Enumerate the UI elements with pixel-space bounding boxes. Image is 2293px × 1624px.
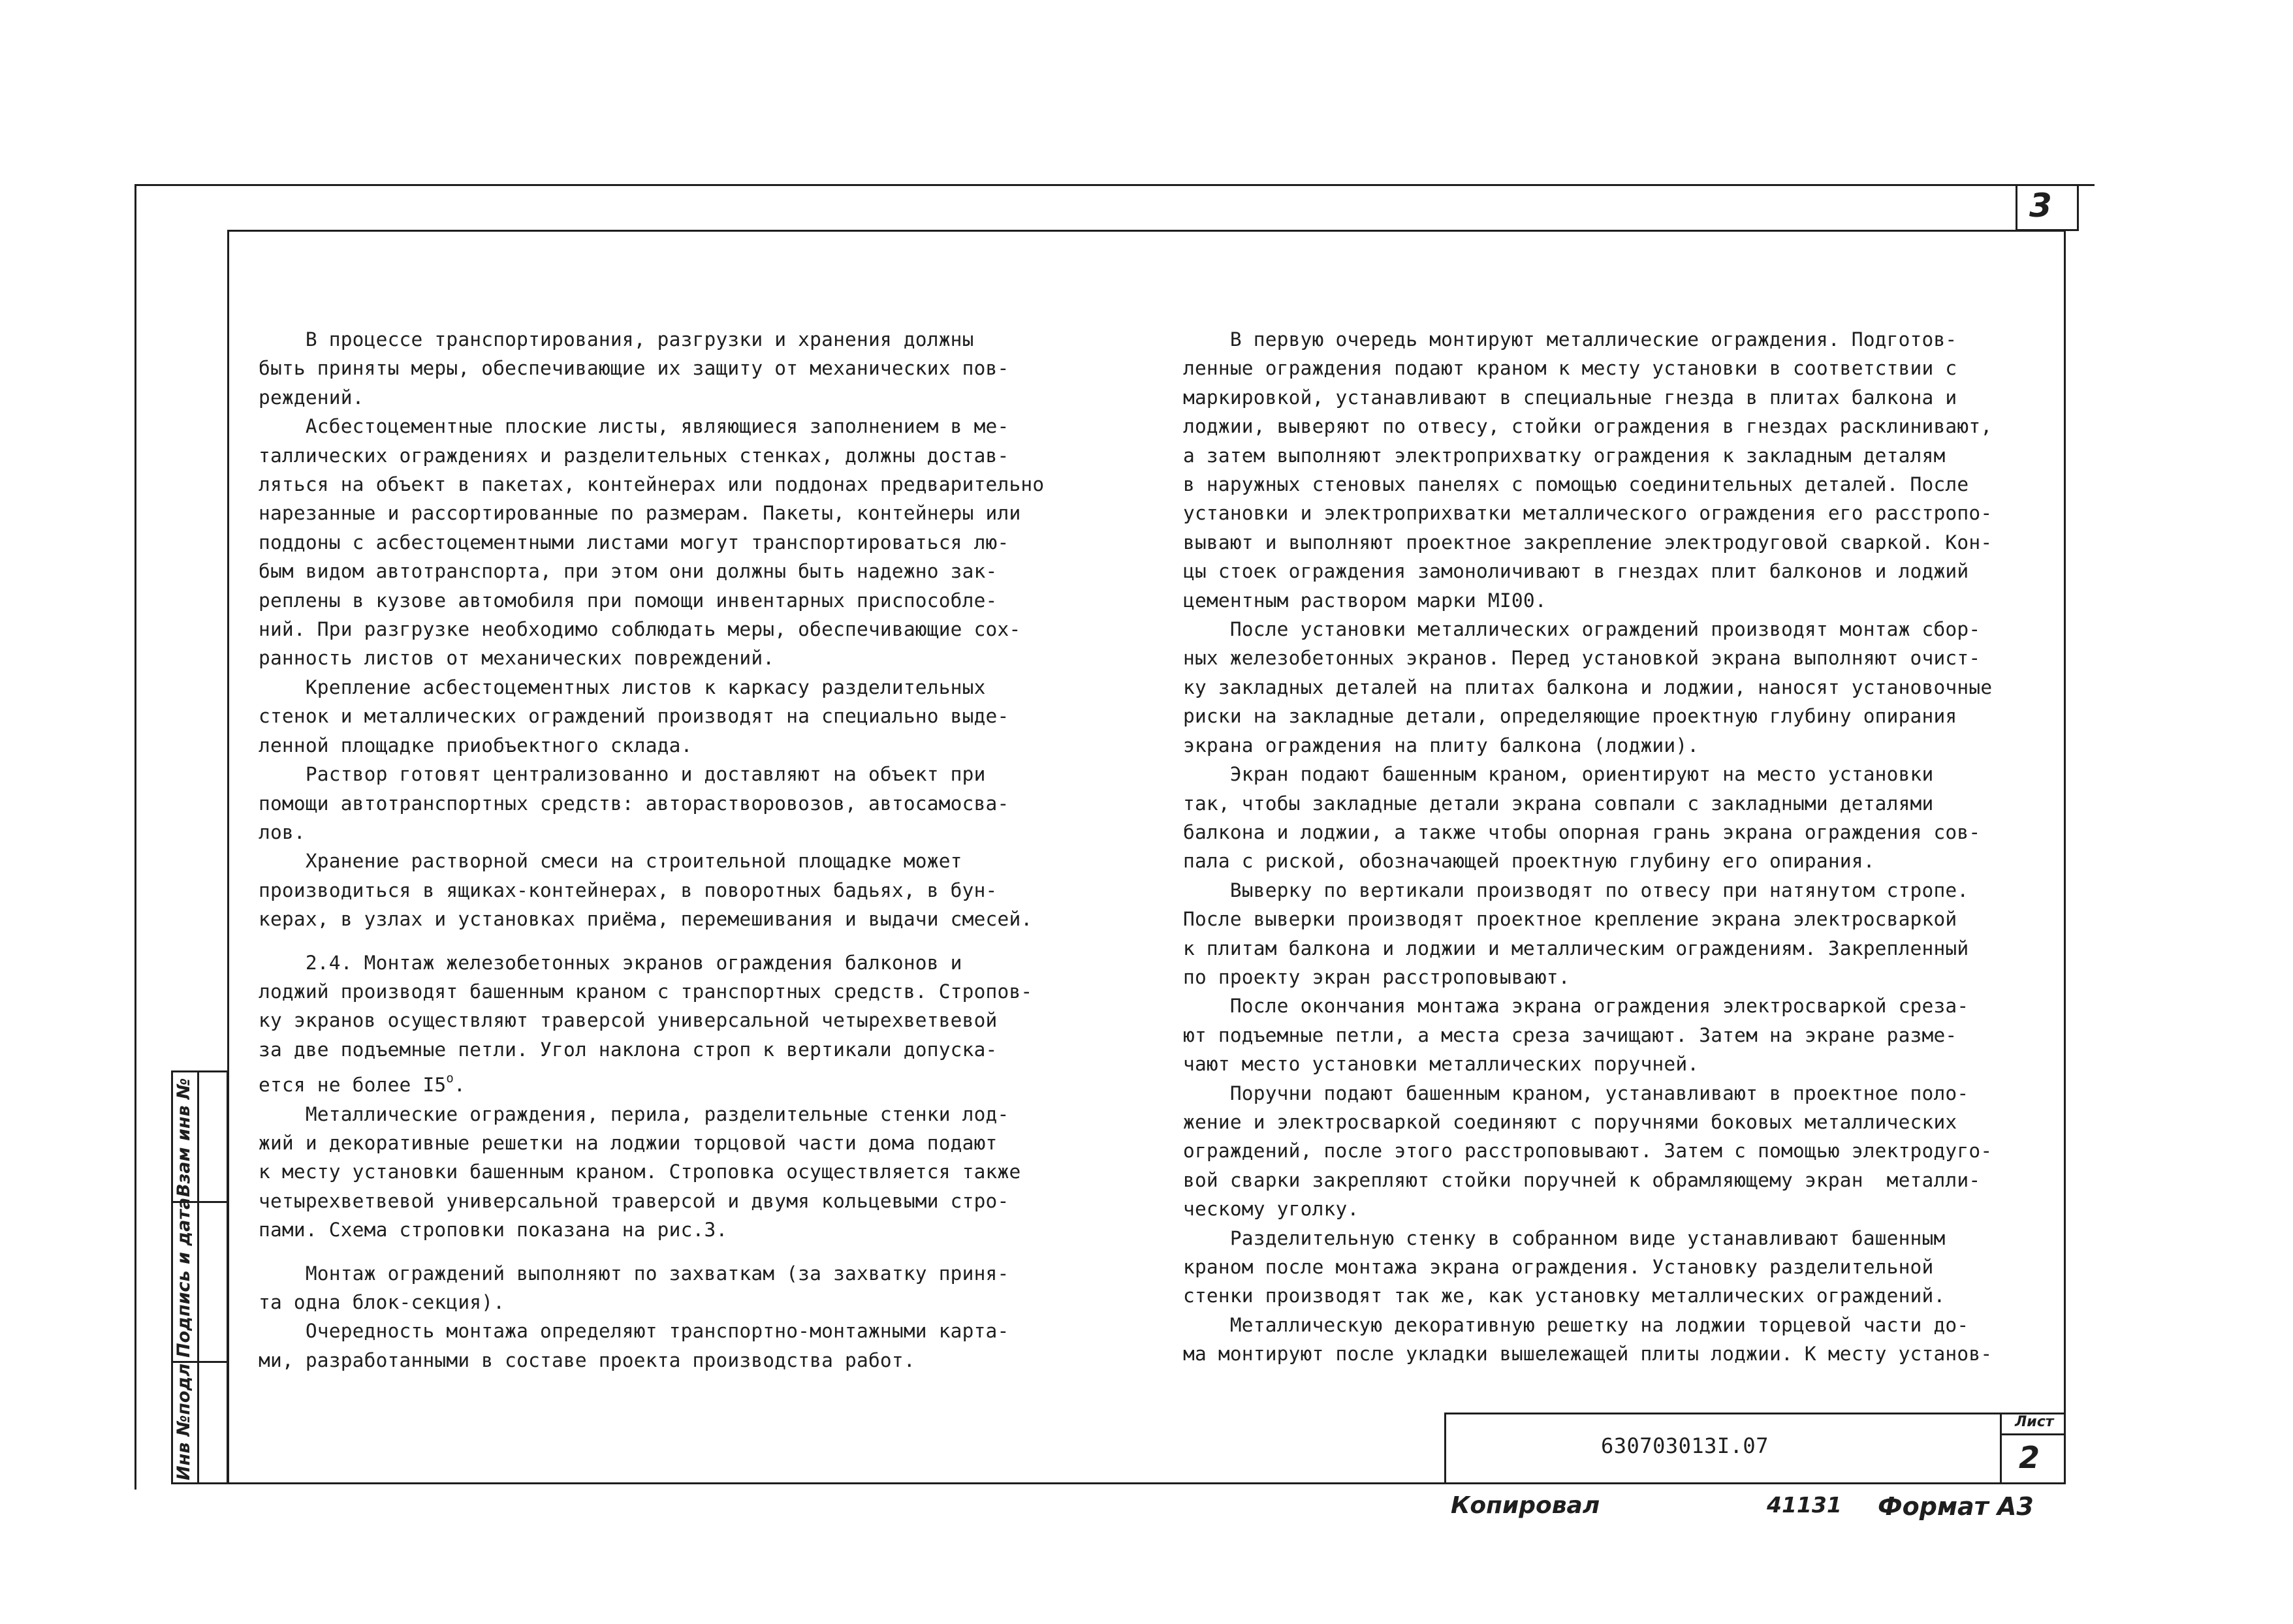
right-text-column — [1183, 325, 1992, 1369]
outer-frame-left — [134, 184, 136, 1490]
sheet-number: 2 — [2019, 1440, 2040, 1475]
text-line: чают место установки металлических поручней. — [1183, 1053, 1700, 1076]
text-line: Металлическую декоративную решетку на лоджии торцевой части до- — [1183, 1313, 1969, 1336]
text-line: экрана ограждения на плиту балкона (лоджии). — [1183, 734, 1700, 757]
title-block-sheet-line — [2000, 1433, 2066, 1435]
text-line: помощи автотранспортных средств: авторастворовозов, автосамосва- — [259, 792, 1009, 815]
text-line: 2.4. Монтаж железобетонных экранов ограждения балконов и — [259, 951, 962, 974]
text-line: керах, в узлах и установках приёма, перемешивания и выдачи смесей. — [259, 908, 1033, 931]
text-line: ма монтируют после укладки вышележащей плиты лоджии. К месту установ- — [1183, 1343, 1993, 1366]
text-line: к плитам балкона и лоджии и металлическим ограждениям. Закрепленный — [1183, 937, 1969, 960]
text-line: ленной площадке приобъектного склада. — [259, 734, 693, 757]
text-line: ку закладных деталей на плитах балкона и лоджии, наносят установочные — [1183, 676, 1993, 698]
text-line: цементным раствором марки МI00. — [1183, 589, 1547, 612]
text-line: ных железобетонных экранов. Перед установкой экрана выполняют очист- — [1183, 647, 1981, 670]
text-line: стенок и металлических ограждений производят на специально выде- — [259, 705, 1009, 728]
text-line: Поручни подают башенным краном, устанавливают в проектное поло- — [1183, 1082, 1969, 1104]
document-code: 630703013I.07 — [1601, 1433, 1769, 1458]
text-line: та одна блок-секция). — [259, 1291, 505, 1313]
text-line: Экран подают башенным краном, ориентируют на место установки — [1183, 763, 1934, 786]
text-line: реждений. — [259, 386, 364, 409]
text-line: вой сварки закрепляют стойки поручней к обрамляющему экран металли- — [1183, 1168, 1981, 1191]
text-line: Выверку по вертикали производят по отвесу при натянутом стропе. — [1183, 879, 1969, 901]
text-line: вывают и выполняют проектное закрепление электродуговой сваркой. Кон- — [1183, 531, 1993, 554]
text-line: за две подъемные петли. Угол наклона строп к вертикали допуска- — [259, 1038, 998, 1061]
text-line: риски на закладные детали, определяющие проектную глубину опирания — [1183, 705, 1957, 728]
text-line: ранность листов от механических повреждений. — [259, 647, 775, 670]
text-line: маркировкой, устанавливают в специальные гнезда в плитах балкона и — [1183, 386, 1957, 409]
side-stamp-label-3: Взам инв № — [174, 1078, 194, 1197]
text-line: Асбестоцементные плоские листы, являющиеся заполнением в ме- — [259, 415, 1009, 438]
text-line: пами. Схема строповки показана на рис.3. — [259, 1219, 728, 1241]
text-line: таллических ограждениях и разделительных стенках, должны достав- — [259, 444, 1009, 467]
side-stamp-label-1: Инв №подл — [174, 1363, 194, 1480]
side-stamp-label-2: Подпись и дата — [174, 1197, 194, 1358]
text-line: В процессе транспортирования, разгрузки и хранения должны — [259, 328, 974, 351]
text-line: ми, разработанными в составе проекта производства работ. — [259, 1349, 915, 1371]
text-line: ленные ограждения подают краном к месту установки в соответствии с — [1183, 357, 1957, 380]
text-line: Раствор готовят централизованно и доставляют на объект при — [259, 763, 986, 786]
text-line: ку экранов осуществляют траверсой универсальной четырехветвевой — [259, 1009, 998, 1032]
text-line: четырехветвевой универсальной траверсой и двумя кольцевыми стро- — [259, 1189, 1009, 1212]
text-line: Крепление асбестоцементных листов к каркасу разделительных — [259, 676, 986, 698]
text-line: Металлические ограждения, перила, разделительные стенки лод- — [259, 1102, 1009, 1125]
copied-by-label: Копировал — [1451, 1492, 1600, 1519]
text-line: ний. При разгрузке необходимо соблюдать меры, обеспечивающие сох- — [259, 618, 1021, 641]
text-line: жение и электросваркой соединяют с поручнями боковых металлических — [1183, 1110, 1957, 1133]
text-line: цы стоек ограждения замоноличивают в гнездах плит балконов и лоджий — [1183, 560, 1969, 583]
text-line: по проекту экран расстроповывают. — [1183, 965, 1570, 988]
text-line: Разделительную стенку в собранном виде устанавливают башенным — [1183, 1226, 1946, 1249]
text-line: к месту установки башенным краном. Строповка осуществляется также — [259, 1161, 1021, 1183]
text-line: реплены в кузове автомобиля при помощи инвентарных приспособле- — [259, 589, 998, 612]
degree-sign: o — [446, 1071, 454, 1086]
text-line: После установки металлических ограждений производят монтаж сбор- — [1183, 618, 1981, 641]
left-text-column — [259, 325, 1044, 1375]
text-line: Хранение растворной смеси на строительной площадке может — [259, 850, 962, 873]
text-line: жий и декоративные решетки на лоджии торцовой части дома подают — [259, 1131, 998, 1154]
sheet-label: Лист — [2015, 1414, 2054, 1430]
text-line: ляться на объект в пакетах, контейнерах или поддонах предварительно — [259, 473, 1045, 496]
text-line: так, чтобы закладные детали экрана совпали с закладными деталями — [1183, 792, 1934, 815]
text-line: бым видом автотранспорта, при этом они должны быть надежно зак- — [259, 560, 998, 583]
side-stamp-row-2 — [171, 1361, 229, 1363]
text-line: быть приняты меры, обеспечивающие их защиту от механических пов- — [259, 357, 1009, 380]
text-line: Монтаж ограждений выполняют по захваткам (за захватку приня- — [259, 1262, 1009, 1285]
text-line: производиться в ящиках-контейнерах, в поворотных бадьях, в бун- — [259, 879, 998, 901]
text-line: пала с риской, обозначающей проектную глубину его опирания. — [1183, 850, 1875, 873]
text-line: После выверки производят проектное крепление экрана электросваркой — [1183, 908, 1957, 931]
text-line: ется не более I5$^o$. — [259, 1071, 466, 1097]
page-number: 3 — [2029, 187, 2052, 225]
text-line: лов. — [259, 820, 306, 843]
side-stamp-divider — [197, 1070, 199, 1484]
outer-frame-top — [136, 184, 2095, 186]
text-line: В первую очередь монтируют металлические ограждения. Подготов- — [1183, 328, 1957, 351]
text-line: краном после монтажа экрана ограждения. Установку разделительной — [1183, 1256, 1934, 1278]
title-block-divider — [2000, 1413, 2002, 1484]
text-line: нарезанные и рассортированные по размерам. Пакеты, контейнеры или — [259, 502, 1021, 525]
text-line: ограждений, после этого расстроповывают. Затем с помощью электродуго- — [1183, 1140, 1993, 1163]
text-line: стенки производят так же, как установку металлических ограждений. — [1183, 1285, 1946, 1307]
text-line: а затем выполняют электроприхватку ограждения к закладным деталям — [1183, 444, 1946, 467]
text-line: Очередность монтажа определяют транспортно-монтажными карта- — [259, 1320, 1009, 1343]
text-line: лоджий производят башенным краном с транспортных средств. Стропов- — [259, 980, 1033, 1003]
text-line: ют подъемные петли, а места среза зачищают. Затем на экране разме- — [1183, 1023, 1957, 1046]
text-line: ческому уголку. — [1183, 1198, 1359, 1221]
text-line: лоджии, выверяют по отвесу, стойки ограждения в гнездах расклинивают, — [1183, 415, 1993, 438]
text-line: в наружных стеновых панелях с помощью соединительных деталей. После — [1183, 473, 1969, 496]
format-label: Формат А3 — [1878, 1492, 2034, 1521]
text-line: После окончания монтажа экрана ограждения электросваркой среза- — [1183, 995, 1969, 1018]
text-line: балкона и лоджии, а также чтобы опорная грань экрана ограждения сов- — [1183, 820, 1981, 843]
order-number: 41131 — [1767, 1492, 1842, 1518]
text-line: установки и электроприхватки металлического ограждения его расстропо- — [1183, 502, 1993, 525]
text-line: поддоны с асбестоцементными листами могут транспортироваться лю- — [259, 531, 1009, 554]
